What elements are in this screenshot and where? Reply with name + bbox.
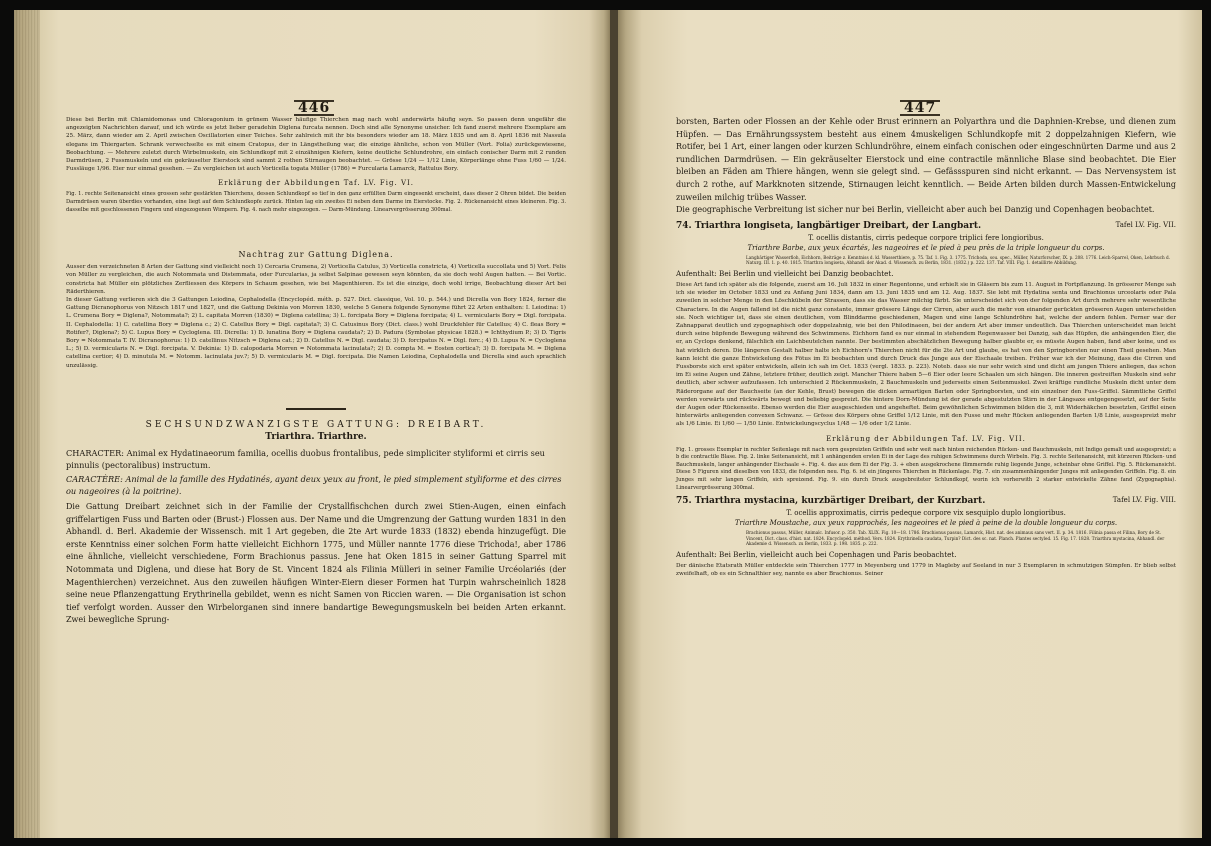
- species-74-figure-heading: Erklärung der Abbildungen Taf. LV. Fig. VII.: [826, 434, 1026, 443]
- species-75-french: Triarthre Moustache, aux yeux rapprochés, les nageoires et le pied à peine de la double longueur du corps.: [734, 519, 1118, 528]
- nachtrag-paragraph-1: Ausser den verzeichneten 8 Arten der Gattung sind vielleicht noch 1) Cercaria Crumena, 2) Vorticella Catulus, 3) Vorticella constricta, 4) Vorticella succollata und 5) Vort. Felis von Müller zu vergleichen, die auch Notommata und Distemmata, oder Furcularias, ja selbst Salpinae gewesen seyn könnten, da sie doch wohl Augen hatten. — Bei Vortic. constricta hat Müller ein plötzliches Zerfliessen des Körpers in Schaum gesehen, wie bei Magenthieren. Es ist die einzige, doch wohl irrige, Beobachtung dieser Art bei Räderthieren.: [66, 264, 566, 295]
- nachtrag-paragraph-2: In dieser Gattung verlieren sich die 3 Gattungen Leiodina, Cephalodella (Encyclopéd. méth. p. 527. Dict. classique, Vol. 10. p. 544.) und Dicrella von Bory 1824, ferner die Gattung Dicranophorus von Nitzsch 1817 und 1827, und die Gattung Dekinia von Morren 1830, welche 5 Genera folgende Synonyme führt 22 Arten enthalten: I. Leiodina: 1) L. Crumena Bory = Diglena?, Notommata?; 2) L. capitata Morren (1830) = Diglena catellina; 3) L. forcipata Bory = Diglena forcipata; 4) L. vermicularis Bory = Digl. forcipata. II. Cephalodella: 1) C. catellina Bory = Diglena c.; 2) C. Catellus Bory = Digl. capitata?; 3) C. Catusinus Bory (Dict. class.) wohl Druckfehler für Catellus; 4) C. fleas Bory = Rotifer?, Diglena?; 5) C. Lupus Bory = Cycloglena. III. Dicrella: 1) D. lunatina Bory = Diglena caudata?; 2) D. Padura (Symbolae physicae 1828.) = Ichthydium P.; 3) D. Tigris Bory = Notommata T. IV. Dicranophorus: 1) D. catellinus Nitzsch = Diglena cat.; 2) D. Catellus N. = Digl. caudata; 3) D. forcipatus N. = Digl. forc.; 4) D. Lupus N. = Cycloglena L.; 5) D. vermicularis N. = Digl. forcipata. V. Dekinia: 1) D. calopodaria Morren = Notommata lacinulata?; 2) D. compta M. = Eosten cortica?; 3) D. forcipata M. = Diglena catellina certior; 4) D. minutula M. = Notomm. lacinulata juv.?; 5) D. vermicularis M. = Digl. forcipata. Die Namen Leiodina, Cephalodella und Dicrella sind auch sprachlich unzulässig.: [66, 297, 566, 369]
- page-number-right: 447: [900, 100, 940, 116]
- character-label: CHARACTER:: [66, 447, 125, 458]
- page-edge-stack: [14, 10, 40, 838]
- species-74-french: Triarthre Barbe, aux yeux écartés, les nageoires et le pied à peu près de la triple longueur du corps.: [747, 243, 1105, 252]
- gattung-body: Die Gattung Dreibart zeichnet sich in der Familie der Crystallfischchen durch zwei Stien-Augen, einen einfach griffelartigen Fuss und Barten oder (Brust-) Flossen aus. Der Name und die Umgrenzung der Gattung wurden 1831 in den Abhandl. d. Berl. Akademie der Wissensch. mit 1 Art gegeben, die 2te Art wurde 1833 (1832) ebenda hinzugefügt. Die erste Kenntniss einer solchen Form hatte vielleicht Eichhorn 1775, und Müller nannte 1776 diese Trichoda!, aber 1786 eine ähnliche, vielleicht verschiedene, Form Brachionus passus. Jene hat Oken 1815 in seiner Gattung Sparrel mit Notommata und Diglena, und diese hat Bory de St. Vincent 1824 als Filinia Mülleri in seiner Familie Urcéolariés (der Magenthierchen) verzeichnet. Aus den zuweilen häufigen Winter-Eiern dieser Formen hat Turpin wahrscheinlich 1828 seine neue Pflanzengattung Erythrinella gebildet, wenn es nicht Samen von Riccien waren. — Die Organisation ist schon tief verfolgt worden. Ausser den Wirbelorganen sind innere bandartige Bewegungsmuskeln bei beiden Arten erkannt. Zwei bewegliche Sprung-: [66, 502, 566, 625]
- species-74-figure-caption: Fig. 1. grosses Exemplar in rechter Seitenlage mit nach vorn gespreizten Griffeln und sehr weit nach hinten reichenden Rücken- und Bauchmuskeln, mit Indigo gemalt und ausgespreizt; a b die contractile Blase. Fig. 2. linke Seitenansicht, mit 1 anhängenden ersten Ei in der Lage des ruhigen Schwimmens durch Wirbeln. Fig. 3. rechte Seitenansicht, mit kürzeren Rücken- und Bauchmuskeln, langer anhängender Eischaale +. Fig. 4. das aus dem Ei der Fig. 3. + eben ausgekrochene flimmernde ruhig liegende Junge, scheinbar ohne Griffel. Fig. 5. Rückenansicht. Diese 5 Figuren sind dieselben von 1833, die folgenden neu. Fig. 6. ist ein jüngeres Thierchen in Rückenlage. Fig. 7. ein zusammenhängender Junges mit anliegenden Griffeln. Fig. 8. ein Junges mit sehr langen Griffeln, sich spreizend. Fig. 9. ein durch Druck ausgebreiteter Schlundkopf, worin ich vorherwith 2 starker entwickelte Zähne fand (Zygognaphia). Linearvergrösserung 300mal.: [676, 446, 1176, 491]
- continued-text: borsten, Barten oder Flossen an der Kehle oder Brust erinnern an Polyarthra und die Daphnien-Krebse, und dienen zum Hüpfen. — Das Ernährungssystem besteht aus einem 4muskeligen Schlundkopfe mit 2 doppelzahnigen Kiefern, wie Rotifer, bei 1 Art, einer langen oder kurzen Schlundröhre, einem einfach conischen oder eingeschnürten Darme und aus 2 rundlichen Darmdrüsen. — Ein gekräuselter Eierstock und eine contractile männliche Blase sind beobachtet. Die Eier bleiben an Fäden am Thiere hängen, wenn sie gelegt sind. — Gefässspuren sind nicht erkannt. — Das Nervensystem ist durch 2 rothe, auf Markknoten sitzende, Stirnaugen leicht kenntlich. — Beide Arten bilden durch Massen-Entwickelung zuweilen milchig trübes Wasser.: [676, 117, 1176, 202]
- caractere-label: CARACTÈRE:: [66, 474, 123, 485]
- caractere-text: Animal de la famille des Hydatinés, ayant deux yeux au front, le pied simplement styliforme et des cirres ou nageoires (à la poitrine).: [66, 474, 562, 497]
- species-75-heading: [676, 496, 1176, 506]
- species-75-name: 75. Triarthra mystacina, kurzbärtiger Dreibart, der Kurzbart.: [676, 496, 986, 507]
- species-75-plate: Tafel LV. Fig. VIII.: [1112, 496, 1176, 505]
- species-74-habitat: Aufenthalt: Bei Berlin und vielleicht bei Danzig beobachtet.: [676, 268, 894, 278]
- species-75-habitat: Aufenthalt: Bei Berlin, vielleicht auch bei Copenhagen und Paris beobachtet.: [676, 549, 957, 559]
- spacer: [66, 214, 566, 244]
- book-spread: [14, 10, 1202, 838]
- character-text: Animal ex Hydatinaeorum familia, ocellis duobus frontalibus, pede simpliciter styliformi et cirris seu pinnulis (pectoralibus) instructum.: [66, 447, 545, 470]
- right-page-content: [676, 116, 1176, 578]
- spacer: [66, 370, 566, 408]
- species-74-name: 74. Triarthra longiseta, langbärtiger Dreibart, der Langbart.: [676, 220, 982, 231]
- species-74-plate: Tafel LV. Fig. VII.: [1115, 220, 1176, 229]
- caractere-french: [66, 474, 566, 498]
- section-divider: [286, 408, 346, 410]
- figure-heading: Erklärung der Abbildungen Taf. LV. Fig. VI.: [218, 179, 414, 188]
- species-74-latin: T. ocellis distantis, cirris pedeque corpore triplici fere longioribus.: [808, 233, 1044, 242]
- page-number-left: 446: [294, 100, 334, 116]
- gattung-heading: SECHSUNDZWANZIGSTE GATTUNG: DREIBART.: [145, 419, 487, 430]
- gattung-title: Triarthra. Triarthre.: [265, 431, 367, 442]
- character-latin: [66, 448, 566, 472]
- left-page-content: [66, 116, 566, 627]
- species-75-latin: T. ocellis approximatis, cirris pedeque corpore vix sesquiplo duplo longioribus.: [786, 509, 1066, 518]
- species-74-synonyms: Langbärtiger Wasserfloh, Eichhorn, Beiträge z. Kenntniss d. kl. Wasserthiere, p. 75. Taf. 1. Fig. 3. 1775. Trichoda, sou. spec., Müller, Naturforscher, IX. p. 208. 1776. Leich-Sparrel, Oken, Lehrbuch d. Naturg. III. 1. p. 40. 1815. Triarthra longiseta, Abhandl. der Akad. d. Wissensch. zu Berlin, 1831. (1832.) p. 222. 137. Taf. VIII. Fig. 1. detaillirte Abbildung.: [746, 254, 1171, 266]
- left-page: [14, 10, 610, 838]
- intro-paragraph: Diese bei Berlin mit Chlamidomonas und Chloragonium in grünem Wasser häufige Thierchen mag nach wohl anderwärts häufig seyn. So passen denn ungefähr die angezeigten Nachrichten darauf, und ich würde es jetzt lieber geradehin Diglena furcata nennen. Doch sind alle Synonyme unsicher. Ich fand zuerst mehrere Exemplare am 25. März, dann wieder am 2. April zwischen Oscillatorien einer Teiches. Sehr zahlreich mit ihr bis besonders wieder am 18. März 1835 und am 8. April 1836 mit Nassula elegans im Thiergarten. Schrank verwechselte es mit einem Cratopus, der in Längstheilung war, die einzige ähnliche, schon von Müller (Vort. Folia) zurückgewiesene, Beobachtung. — Mehrere zuletzt durch Wirbelmuskeln, ein Schlundkopf mit 2 einzähnigen Kiefern, keine deutliche Schlundrohre, ein einfach conischer Darm mit 2 runden Darmdrüsen, 2 Fussmuskeln und ein gekräuselter Eierstock sind sammt 2 rothen Stirnaugen beobachtet. — Grösse 1/24 — 1/12 Linie, Körperlänge ohne Fuss 1/60 — 1/24. Fussläuge 1/96. Eier nur einmal gesehen. — Zu vergleichen ist auch Vorticella togata Müller (1786) = Furcularia Lamarck, Rattulus Bory.: [66, 117, 566, 173]
- species-74-heading: [676, 221, 1176, 231]
- species-75-synonyms: Brachionus passus, Müller, Animalc. Infusor. p. 350. Tab. XLIX. Fig. 10—18. 1786. Brachionus passus, Lamarck, Hist. nat. des animaux sans vert. II. p. 34. 1816. Filinia passa et Filina, Bory de St. Vincent, Dict. class. d'hist. nat. 1824. Encyclopéd. méthod. Vers. 1824. Erythrinella caudata, Turpin? Dict. des sc. nat. Planch. Plantes sectyled. 15. Fig. 17. 1828. Triarthra mystacina, Abhandl. der Akademie d. Wissensch. zu Berlin, 1833. p. 198. 1835. p. 222.: [746, 530, 1165, 547]
- book-gutter: [610, 10, 618, 838]
- species-75-description: Der dänische Etatsrath Müller entdeckte sein Thierchen 1777 in Meyenberg und 1779 in Magleby auf Seeland in nur 3 Exemplaren in schmutzigen Sümpfen. Er blieb selbst zweifelhaft, ob es ein Schnalthier sey, nannte es aber Brachionus. Seiner: [676, 562, 1176, 578]
- nachtrag-heading: Nachtrag zur Gattung Diglena.: [238, 250, 394, 260]
- distribution-text: Die geographische Verbreitung ist sicher nur bei Berlin, vielleicht aber auch bei Danzig und Copenhagen beobachtet.: [676, 205, 1155, 215]
- right-page: [618, 10, 1202, 838]
- figure-caption: Fig. 1. rechte Seitenansicht eines grossen sehr gestärkten Thierchens, dessen Schlundkopf so tief in den ganz erfüllten Darm eingesenkt erscheint, dass dieser 2 Ohren bildet. Die beiden Darmdrüsen waren überdies vorhanden, eine liegt auf dem Schlundkopfe zurück. Hinten lag ein zweites Ei neben dem Darme im Eierstocke. Fig. 2. Rückenansicht eines kleineren. Fig. 3. dasselbe mit geschlossenen Fingern und eingezogenen Wimpern. Fig. 4. nach mehr eingezogen. — Darm-Mündung. Linearvergrösserung 300mal.: [66, 191, 566, 213]
- species-74-description: Diese Art fand ich später als die folgende, zuerst am 16. Juli 1832 in einer Regentonne, und erhielt sie in Gläsern bis zum 11. August in Fortpflanzung. In grösserer Menge sah ich sie wieder im October 1833 und zu Anfang Juni 1834, dann am 13. Juni 1835 und am 12. Aug. 1837. Sie lebt mit Hydatina senta und Brachionus urceolaris oder Pala zuweilen in solcher Menge in den Löschkübeln der Strassen, dass sie das Wasser milchig färbt. Sie unterscheidet sich von der folgenden Art durch mehrere sehr wesentliche Charactere. In die Augen fallend ist die nicht ganz constante, immer grössere Länge der Cirren, aber auch die mehr von einander gerückten grösseren Augen unterscheiden sie. Noch wichtiger ist, dass sie einen deutlichen, vom Blinddarme geschiedenen, Magen und eine lange Schlundröhre hat, welche der andern fehlen. Ferner war der Zahnapparat deutlich und zygognaphisch oder doppelzahnig, wie bei den Philodinaeen, bei der andern Art aber immer undeutlich. Das Thierchen unterscheidet man leicht durch seine hüpfende Bewegung während des Schwimmens. Eichhorn fand es nur einmal in stehendem Regenwasser bei Danzig, sah das Hüpfen, die anhängenden Eier, die er, an Cyclops denkend, fälschlich ein Laichbeutelchen nannte. Der bestimmten abschätzlichen Bewegung halber glaubte er, es müsste Augen haben, fand aber keine, und es hat wirklich deren. Die längeren Gestalt halber halte ich Eichhorn's Thierchen nicht für die 2te Art und glaube, es hat von den Springborsten nur einen Theil gesehen. Man kann leicht die ganze Entwickelung des Fötus im Ei beobachten und durch Druck das Junge aus der Eischaale treiben. Früher war ich der Meinung, dass die Cirren und Fussborste sich erst später entwickeln, allein ich sah im Oct. 1833 (vergl. 1833. p. 223). Noteb. dass sie nur sehr weich sind und dicht am jungen Thiere anliegen, das schon im Ei seine Augen und Zähne, letztere früher, deutlich zeigt. Mancher Thiere haben 5—6 Eier oder leere Schaalen um sich hängen. Die inneren gestreiften Muskeln sind sehr deutlich, aber schwer aufzufassen. Ich unterschied 2 Rückenmuskeln, 2 Bauchmuskeln und jederseits einen Seitenmuskel. Zwei kräftige rundliche Muskeln dicht unter dem Räderorgane auf der Bauchseite (an der Kehle, Brust) bewegen die dicken armartigen Barten oder Springborsten, und ein einzelner den Fuss-Griffel. Sämmtliche Griffel werden vorwärts und rückwärts bewegt und beliebig gespreizt. Die hintere Dorn-Mündung ist der gerade abgestutzten Stirn in der Längsaxe entgegengesetzt, auf der Seite der Augen oder Rückenseite. Ebenso werden die Eier ausgeschieden und angeheftet. Beim gewöhnlichen Schwimmen bilden die 3, mit Widerhäkchen besetzten, Griffel einen hinterwärts anliegenden convexen Schwanz. — Grösse des Körpers ohne Griffel 1/12 Linie, mit den Fusse und mehr Rücken anliegenden Barten 1/8 Linie, ausgespreizt mehr als 1/6 Linie. Ei 1/60 — 1/50 Linie. Entwickelungscyclus 1/48 — 1/6 oder 1/2 Linie.: [676, 281, 1176, 428]
